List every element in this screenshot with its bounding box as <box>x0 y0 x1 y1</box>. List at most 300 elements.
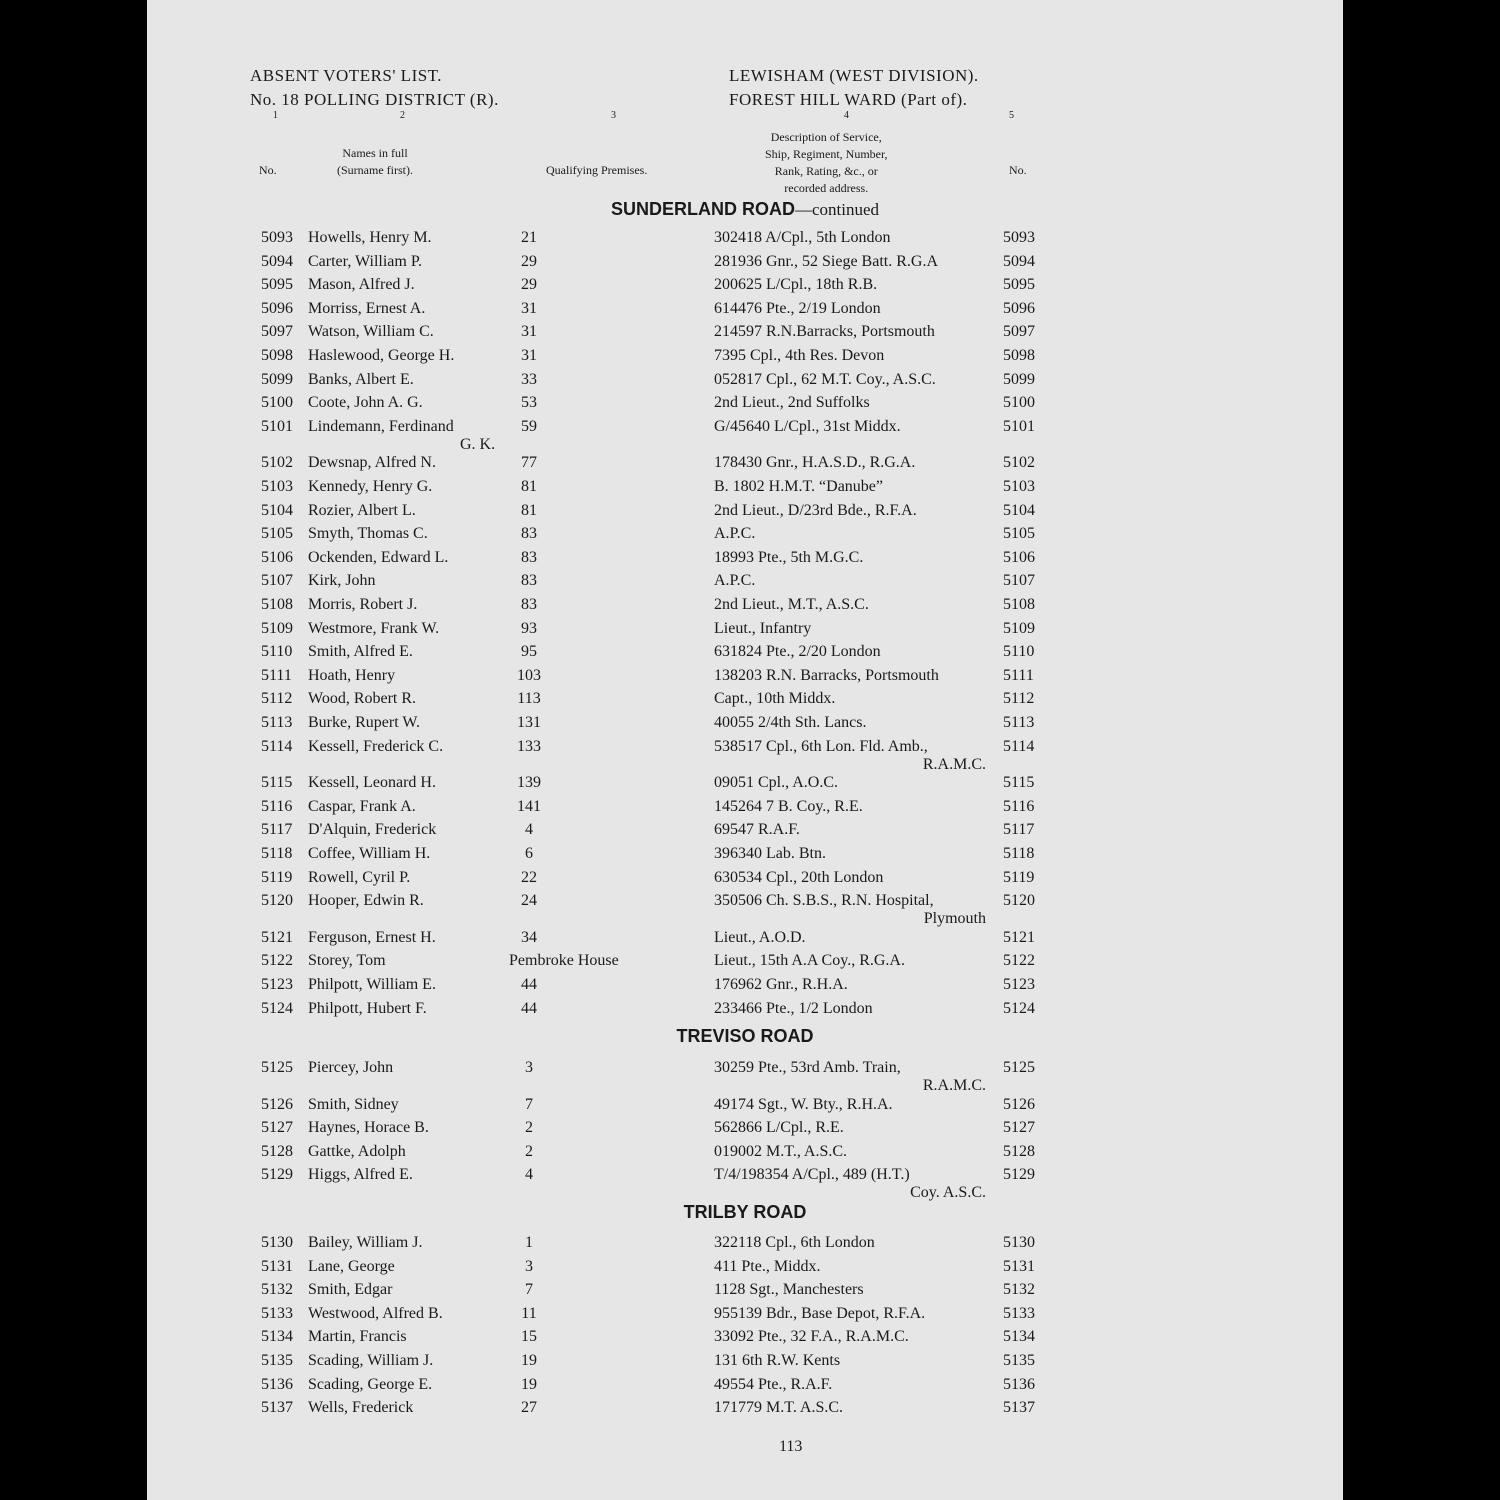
voter-name: Kessell, Leonard H. <box>308 774 436 792</box>
page-number: 113 <box>779 1438 803 1455</box>
voter-name: Storey, Tom <box>308 952 386 970</box>
entry-number: 5122 <box>261 952 293 970</box>
voter-name: Smith, Sidney <box>308 1095 399 1113</box>
entry-number-right: 5116 <box>1003 797 1035 815</box>
entry-number: 5104 <box>261 501 293 519</box>
voter-name: Carter, William P. <box>308 252 422 270</box>
voter-name: Smith, Edgar <box>308 1281 393 1299</box>
voter-name: D'Alquin, Frederick <box>308 821 437 839</box>
entry-number: 5131 <box>261 1257 293 1275</box>
header-division: LEWISHAM (WEST DIVISION). <box>729 66 979 85</box>
service-description: 019002 M.T., A.S.C. <box>714 1142 848 1160</box>
entry-number: 5130 <box>261 1234 293 1251</box>
qualifying-premises: 4 <box>525 821 533 839</box>
voter-name: Ockenden, Edward L. <box>308 548 449 566</box>
entry-number: 5120 <box>261 892 293 910</box>
voter-row <box>147 738 1343 762</box>
voter-row <box>147 1059 1343 1083</box>
voter-row <box>147 454 1343 478</box>
column-header-names-line2: (Surname first). <box>337 163 413 177</box>
section-continued-note: —continued <box>794 200 880 219</box>
qualifying-premises: 2 <box>525 1142 533 1160</box>
voter-row <box>147 929 1343 953</box>
voter-row <box>147 1376 1343 1400</box>
voter-name: Higgs, Alfred E. <box>308 1166 413 1184</box>
column-header-description-line1: Description of Service, <box>770 130 882 144</box>
voter-row <box>147 1352 1343 1376</box>
service-description: 69547 R.A.F. <box>714 821 800 839</box>
voter-row <box>147 502 1343 526</box>
voter-row <box>147 229 1343 253</box>
service-description: 49554 Pte., R.A.F. <box>714 1375 833 1393</box>
voter-name: Westmore, Frank W. <box>308 619 440 637</box>
qualifying-premises: 81 <box>521 501 537 519</box>
entry-number-right: 5110 <box>1003 643 1035 661</box>
voter-row <box>147 667 1343 691</box>
column-header-description-line4: recorded address. <box>784 181 869 195</box>
voter-name: Hooper, Edwin R. <box>308 892 424 910</box>
entry-number-right: 5132 <box>1003 1281 1035 1299</box>
entry-number-right: 5103 <box>1003 478 1035 495</box>
header-polling-district: No. 18 POLLING DISTRICT (R). <box>250 90 499 109</box>
voter-name: Wells, Frederick <box>308 1399 414 1417</box>
voter-name: Lane, George <box>308 1257 395 1275</box>
qualifying-premises: 113 <box>517 690 541 708</box>
entry-number-right: 5107 <box>1003 572 1035 590</box>
service-description: Lieut., A.O.D. <box>714 928 806 946</box>
service-description: T/4/198354 A/Cpl., 489 (H.T.) <box>714 1166 910 1184</box>
voter-row <box>147 1234 1343 1258</box>
qualifying-premises: 81 <box>521 478 537 495</box>
service-description: 955139 Bdr., Base Depot, R.F.A. <box>714 1304 926 1322</box>
service-description-continued: R.A.M.C. <box>922 1077 986 1094</box>
voter-name: Piercey, John <box>308 1059 394 1076</box>
qualifying-premises: 53 <box>521 394 537 412</box>
voter-name: Morris, Robert J. <box>308 596 418 613</box>
voter-row <box>147 1166 1343 1190</box>
qualifying-premises: 133 <box>517 737 541 755</box>
voter-row <box>147 1305 1343 1329</box>
voter-name: Wood, Robert R. <box>308 690 417 708</box>
qualifying-premises: 83 <box>521 548 537 566</box>
voter-row <box>147 478 1343 502</box>
entry-number: 5119 <box>261 868 293 886</box>
service-description: 2nd Lieut., D/23rd Bde., R.F.A. <box>714 501 917 519</box>
entry-number-right: 5118 <box>1003 845 1035 862</box>
voter-name: Kirk, John <box>308 572 376 590</box>
entry-number: 5117 <box>261 821 293 839</box>
service-description: 302418 A/Cpl., 5th London <box>714 229 891 246</box>
service-description: 200625 L/Cpl., 18th R.B. <box>714 276 878 294</box>
qualifying-premises: 21 <box>521 229 537 246</box>
entry-number-right: 5124 <box>1003 999 1035 1017</box>
entry-number-right: 5104 <box>1003 501 1035 519</box>
service-description: B. 1802 H.M.T. “Danube” <box>714 478 883 495</box>
qualifying-premises: 31 <box>521 347 537 364</box>
voter-row <box>147 1258 1343 1282</box>
service-description-continued: Plymouth <box>923 910 986 928</box>
voter-row <box>147 714 1343 738</box>
entry-number: 5115 <box>261 774 293 792</box>
entry-number-right: 5120 <box>1003 892 1035 910</box>
entry-number: 5093 <box>261 229 293 246</box>
qualifying-premises: 77 <box>521 454 537 472</box>
column-header-no-right: No. <box>1009 163 1027 177</box>
voter-name: Scading, George E. <box>308 1375 433 1393</box>
entry-number-right: 5102 <box>1003 454 1035 472</box>
voter-row <box>147 596 1343 620</box>
voter-row <box>147 892 1343 916</box>
service-description: 30259 Pte., 53rd Amb. Train, <box>714 1059 901 1076</box>
entry-number-right: 5093 <box>1003 229 1035 246</box>
qualifying-premises: 103 <box>517 666 541 684</box>
qualifying-premises: 6 <box>525 845 533 862</box>
entry-number-right: 5099 <box>1003 370 1035 388</box>
entry-number-right: 5117 <box>1003 821 1035 839</box>
qualifying-premises: 19 <box>521 1375 537 1393</box>
qualifying-premises: 59 <box>521 417 537 435</box>
entry-number: 5112 <box>261 690 293 708</box>
voter-name: Haynes, Horace B. <box>308 1119 429 1137</box>
qualifying-premises: 34 <box>521 928 537 946</box>
qualifying-premises: 29 <box>521 252 537 270</box>
entry-number: 5100 <box>261 394 293 412</box>
entry-number: 5137 <box>261 1399 293 1417</box>
entry-number: 5106 <box>261 548 293 566</box>
entry-number-right: 5097 <box>1003 323 1035 341</box>
service-description: 09051 Cpl., A.O.C. <box>714 774 839 792</box>
entry-number-right: 5112 <box>1003 690 1035 708</box>
entry-number-right: 5109 <box>1003 619 1035 637</box>
qualifying-premises: 19 <box>521 1352 537 1369</box>
qualifying-premises: 139 <box>517 774 541 792</box>
service-description: A.P.C. <box>714 525 756 543</box>
voter-name: Ferguson, Ernest H. <box>308 928 436 946</box>
entry-number: 5128 <box>261 1142 293 1160</box>
column-number-3: 3 <box>611 110 616 121</box>
voter-name: Westwood, Alfred B. <box>308 1304 443 1322</box>
voter-name: Lindemann, Ferdinand <box>308 417 454 435</box>
service-description: 176962 Gnr., R.H.A. <box>714 976 848 993</box>
qualifying-premises: 93 <box>521 619 537 637</box>
entry-number-right: 5121 <box>1003 928 1035 946</box>
section-heading <box>147 1202 1343 1223</box>
entry-number: 5113 <box>261 714 293 731</box>
voter-row <box>147 952 1343 976</box>
qualifying-premises: 29 <box>521 276 537 294</box>
voter-name: Mason, Alfred J. <box>308 276 415 294</box>
service-description: 131 6th R.W. Kents <box>714 1352 841 1369</box>
voter-name: Scading, William J. <box>308 1352 434 1369</box>
voter-name: Bailey, William J. <box>308 1234 423 1251</box>
section-title: TRILBY ROAD <box>683 1202 807 1222</box>
voter-name: Caspar, Frank A. <box>308 797 416 815</box>
voter-row <box>147 845 1343 869</box>
header-ward: FOREST HILL WARD (Part of). <box>729 90 968 109</box>
voter-row <box>147 418 1343 442</box>
voter-name: Morriss, Ernest A. <box>308 299 426 317</box>
qualifying-premises: Pembroke House <box>509 952 619 970</box>
entry-number-right: 5123 <box>1003 976 1035 993</box>
service-description: 396340 Lab. Btn. <box>714 845 826 862</box>
voter-name: Coffee, William H. <box>308 845 431 862</box>
voter-row <box>147 869 1343 893</box>
service-description: 562866 L/Cpl., R.E. <box>714 1119 844 1137</box>
service-description: 538517 Cpl., 6th Lon. Fld. Amb., <box>714 737 928 755</box>
entry-number: 5111 <box>261 666 292 684</box>
column-number-5: 5 <box>1009 110 1014 121</box>
voter-name: Gattke, Adolph <box>308 1142 406 1160</box>
entry-number: 5102 <box>261 454 293 472</box>
service-description: A.P.C. <box>714 572 756 590</box>
voter-name: Haslewood, George H. <box>308 347 455 364</box>
service-description: 40055 2/4th Sth. Lancs. <box>714 714 867 731</box>
entry-number-right: 5096 <box>1003 299 1035 317</box>
voter-name: Rozier, Albert L. <box>308 501 416 519</box>
qualifying-premises: 27 <box>521 1399 537 1417</box>
voter-name: Kennedy, Henry G. <box>308 478 433 495</box>
qualifying-premises: 1 <box>525 1234 533 1251</box>
voter-name: Banks, Albert E. <box>308 370 414 388</box>
entry-number: 5099 <box>261 370 293 388</box>
qualifying-premises: 3 <box>525 1257 533 1275</box>
voter-name: Howells, Henry M. <box>308 229 432 246</box>
column-header-premises: Qualifying Premises. <box>546 163 648 177</box>
voter-row <box>147 1328 1343 1352</box>
entry-number: 5133 <box>261 1304 293 1322</box>
voter-row <box>147 300 1343 324</box>
entry-number-right: 5113 <box>1003 714 1035 731</box>
column-header-description-line2: Ship, Regiment, Number, <box>765 147 888 161</box>
service-description: 214597 R.N.Barracks, Portsmouth <box>714 323 935 341</box>
entry-number: 5124 <box>261 999 293 1017</box>
voter-name: Philpott, Hubert F. <box>308 999 427 1017</box>
qualifying-premises: 4 <box>525 1166 533 1184</box>
entry-number-right: 5125 <box>1003 1059 1035 1076</box>
header-list-title: ABSENT VOTERS' LIST. <box>250 66 443 85</box>
column-header-names <box>337 145 413 179</box>
voter-name: Dewsnap, Alfred N. <box>308 454 436 472</box>
entry-number: 5096 <box>261 299 293 317</box>
entry-number: 5097 <box>261 323 293 341</box>
qualifying-premises: 33 <box>521 370 537 388</box>
entry-number-right: 5119 <box>1003 868 1035 886</box>
qualifying-premises: 83 <box>521 525 537 543</box>
voter-name: Burke, Rupert W. <box>308 714 420 731</box>
section-title: TREVISO ROAD <box>676 1026 814 1046</box>
qualifying-premises: 7 <box>525 1095 533 1113</box>
voter-name: Philpott, William E. <box>308 976 436 993</box>
qualifying-premises: 15 <box>521 1328 537 1346</box>
qualifying-premises: 22 <box>521 868 537 886</box>
entry-number-right: 5131 <box>1003 1257 1035 1275</box>
entry-number-right: 5135 <box>1003 1352 1035 1369</box>
entry-number: 5107 <box>261 572 293 590</box>
service-description: 171779 M.T. A.S.C. <box>714 1399 844 1417</box>
column-number-1: 1 <box>273 110 278 121</box>
entry-number-right: 5126 <box>1003 1095 1035 1113</box>
voter-row <box>147 572 1343 596</box>
entry-number-right: 5115 <box>1003 774 1035 792</box>
voter-row <box>147 620 1343 644</box>
column-number-4: 4 <box>844 110 849 121</box>
entry-number: 5108 <box>261 596 293 613</box>
service-description-continued: Coy. A.S.C. <box>910 1184 986 1202</box>
entry-number: 5135 <box>261 1352 293 1369</box>
service-description: 7395 Cpl., 4th Res. Devon <box>714 347 885 364</box>
entry-number: 5132 <box>261 1281 293 1299</box>
entry-number-right: 5098 <box>1003 347 1035 364</box>
section-title: SUNDERLAND ROAD <box>610 199 795 219</box>
voter-name: Smyth, Thomas C. <box>308 525 428 543</box>
entry-number-right: 5105 <box>1003 525 1035 543</box>
voter-name-continued: G. K. <box>460 435 496 453</box>
voter-row <box>147 371 1343 395</box>
entry-number-right: 5106 <box>1003 548 1035 566</box>
qualifying-premises: 83 <box>521 596 537 613</box>
entry-number-right: 5128 <box>1003 1142 1035 1160</box>
section-heading <box>147 199 1343 220</box>
voter-row <box>147 549 1343 573</box>
service-description-continued: R.A.M.C. <box>922 755 986 773</box>
voter-row <box>147 1000 1343 1024</box>
entry-number-right: 5101 <box>1003 417 1035 435</box>
voter-row <box>147 253 1343 277</box>
service-description: 281936 Gnr., 52 Siege Batt. R.G.A <box>714 252 938 270</box>
entry-number: 5136 <box>261 1375 293 1393</box>
voter-row <box>147 525 1343 549</box>
voter-row <box>147 1399 1343 1423</box>
entry-number-right: 5111 <box>1003 666 1034 684</box>
entry-number: 5094 <box>261 252 293 270</box>
entry-number-right: 5136 <box>1003 1375 1035 1393</box>
qualifying-premises: 24 <box>521 892 537 910</box>
qualifying-premises: 31 <box>521 299 537 317</box>
voter-name: Coote, John A. G. <box>308 394 423 412</box>
entry-number: 5105 <box>261 525 293 543</box>
entry-number: 5126 <box>261 1095 293 1113</box>
voter-row <box>147 821 1343 845</box>
service-description: Capt., 10th Middx. <box>714 690 836 708</box>
service-description: 18993 Pte., 5th M.G.C. <box>714 548 864 566</box>
entry-number: 5125 <box>261 1059 293 1076</box>
voter-row <box>147 1281 1343 1305</box>
voter-row <box>147 976 1343 1000</box>
voter-row <box>147 643 1343 667</box>
voter-row <box>147 276 1343 300</box>
entry-number: 5110 <box>261 643 293 661</box>
entry-number: 5134 <box>261 1328 293 1346</box>
entry-number-right: 5130 <box>1003 1234 1035 1251</box>
service-description: Lieut., Infantry <box>714 619 812 637</box>
voter-row <box>147 1119 1343 1143</box>
section-heading <box>147 1026 1343 1047</box>
entry-number: 5118 <box>261 845 293 862</box>
qualifying-premises: 95 <box>521 643 537 661</box>
voter-name: Rowell, Cyril P. <box>308 868 411 886</box>
qualifying-premises: 83 <box>521 572 537 590</box>
entry-number: 5123 <box>261 976 293 993</box>
entry-number-right: 5134 <box>1003 1328 1035 1346</box>
document-page <box>147 0 1343 1500</box>
entry-number-right: 5100 <box>1003 394 1035 412</box>
entry-number-right: 5127 <box>1003 1119 1035 1137</box>
qualifying-premises: 11 <box>521 1304 537 1322</box>
entry-number-right: 5137 <box>1003 1399 1035 1417</box>
service-description: 631824 Pte., 2/20 London <box>714 643 881 661</box>
entry-number: 5129 <box>261 1166 293 1184</box>
entry-number-right: 5133 <box>1003 1304 1035 1322</box>
voter-row <box>147 1143 1343 1167</box>
service-description: 2nd Lieut., 2nd Suffolks <box>714 394 870 412</box>
voter-row <box>147 323 1343 347</box>
voter-row <box>147 690 1343 714</box>
voter-name: Smith, Alfred E. <box>308 643 413 661</box>
voter-row <box>147 774 1343 798</box>
entry-number-right: 5129 <box>1003 1166 1035 1184</box>
voter-row <box>147 394 1343 418</box>
entry-number: 5127 <box>261 1119 293 1137</box>
service-description: 1128 Sgt., Manchesters <box>714 1281 864 1299</box>
qualifying-premises: 3 <box>525 1059 533 1076</box>
entry-number: 5095 <box>261 276 293 294</box>
qualifying-premises: 31 <box>521 323 537 341</box>
entry-number-right: 5114 <box>1003 737 1035 755</box>
voter-row <box>147 1096 1343 1120</box>
voter-row <box>147 347 1343 371</box>
service-description: 138203 R.N. Barracks, Portsmouth <box>714 666 939 684</box>
entry-number-right: 5122 <box>1003 952 1035 970</box>
column-header-no: No. <box>259 163 277 177</box>
voter-name: Hoath, Henry <box>308 666 396 684</box>
entry-number-right: 5095 <box>1003 276 1035 294</box>
qualifying-premises: 141 <box>517 797 541 815</box>
service-description: 145264 7 B. Coy., R.E. <box>714 797 863 815</box>
entry-number: 5101 <box>261 417 293 435</box>
qualifying-premises: 44 <box>521 999 537 1017</box>
entry-number: 5109 <box>261 619 293 637</box>
entry-number-right: 5108 <box>1003 596 1035 613</box>
service-description: Lieut., 15th A.A Coy., R.G.A. <box>714 952 905 970</box>
service-description: 411 Pte., Middx. <box>714 1257 821 1275</box>
service-description: 350506 Ch. S.B.S., R.N. Hospital, <box>714 892 934 910</box>
entry-number: 5103 <box>261 478 293 495</box>
service-description: 630534 Cpl., 20th London <box>714 868 884 886</box>
qualifying-premises: 7 <box>525 1281 533 1299</box>
column-header-names-line1: Names in full <box>342 146 408 160</box>
qualifying-premises: 2 <box>525 1119 533 1137</box>
service-description: 49174 Sgt., W. Bty., R.H.A. <box>714 1095 893 1113</box>
entry-number: 5116 <box>261 797 293 815</box>
column-header-description-line3: Rank, Rating, &c., or <box>774 164 878 178</box>
service-description: 33092 Pte., 32 F.A., R.A.M.C. <box>714 1328 909 1346</box>
entry-number: 5121 <box>261 928 293 946</box>
entry-number-right: 5094 <box>1003 252 1035 270</box>
service-description: 233466 Pte., 1/2 London <box>714 999 873 1017</box>
voter-row <box>147 798 1343 822</box>
voter-name: Watson, William C. <box>308 323 434 341</box>
entry-number: 5114 <box>261 737 293 755</box>
column-number-2: 2 <box>400 110 405 121</box>
column-header-description <box>765 129 888 197</box>
service-description: 178430 Gnr., H.A.S.D., R.G.A. <box>714 454 916 472</box>
service-description: 322118 Cpl., 6th London <box>714 1234 875 1251</box>
voter-name: Kessell, Frederick C. <box>308 737 444 755</box>
entry-number: 5098 <box>261 347 293 364</box>
service-description: 052817 Cpl., 62 M.T. Coy., A.S.C. <box>714 370 936 388</box>
qualifying-premises: 44 <box>521 976 537 993</box>
voter-name: Martin, Francis <box>308 1328 407 1346</box>
